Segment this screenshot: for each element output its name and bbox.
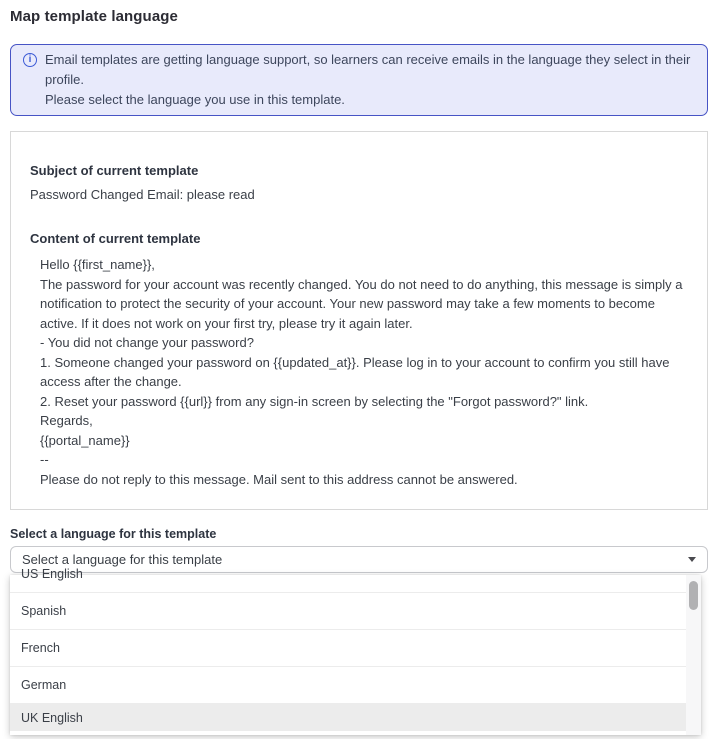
page-title: Map template language	[10, 8, 178, 25]
template-preview-box	[10, 131, 708, 510]
language-option-label: UK English	[21, 710, 83, 725]
subject-value: Password Changed Email: please read	[30, 187, 255, 202]
language-select[interactable]	[10, 546, 708, 573]
info-banner	[10, 44, 708, 116]
language-options	[10, 567, 686, 735]
language-option-next-partial	[10, 731, 686, 735]
subject-label: Subject of current template	[30, 163, 199, 178]
chevron-down-icon	[688, 557, 696, 562]
content-line: The password for your account was recently changed. You do not need to do anything, this message is simply a notification to protect the security of your account. Your new password may take a few moments to become active. If it does not work on your first try, please try it again later.	[40, 276, 683, 331]
language-option-spanish[interactable]	[10, 593, 686, 630]
language-option-german[interactable]	[10, 667, 686, 704]
content-line: --	[40, 452, 49, 467]
language-option-us-english[interactable]	[10, 567, 686, 593]
content-line: 1. Someone changed your password on {{updated_at}}. Please log in to your account to confirm you still have access after the change.	[40, 354, 670, 389]
language-option-label: German	[21, 678, 67, 692]
info-icon: i	[23, 53, 37, 67]
scrollbar[interactable]	[686, 575, 701, 735]
language-option-label: French	[21, 641, 60, 655]
scrollbar-thumb[interactable]	[689, 581, 698, 610]
language-select-label: Select a language for this template	[10, 527, 217, 541]
language-option-french[interactable]	[10, 630, 686, 667]
info-banner-line-2: Please select the language you use in this template.	[45, 92, 345, 107]
content-line: 2. Reset your password {{url}} from any sign-in screen by selecting the "Forgot password?" link.	[40, 393, 589, 409]
info-banner-text	[45, 50, 695, 110]
content-line: - You did not change your password?	[40, 335, 254, 350]
content-line: Regards,	[40, 413, 93, 428]
content-line: Please do not reply to this message. Mail sent to this address cannot be answered.	[40, 471, 518, 487]
language-select-value: Select a language for this template	[22, 552, 223, 567]
language-option-label: US English	[21, 567, 83, 581]
content-line: Hello {{first_name}},	[40, 257, 155, 272]
language-dropdown-list	[10, 567, 701, 735]
content-line: {{portal_name}}	[40, 432, 130, 448]
language-option-uk-english[interactable]	[10, 704, 686, 731]
language-option-label: Spanish	[21, 604, 67, 618]
template-content	[30, 255, 693, 489]
content-label: Content of current template	[30, 231, 201, 246]
info-banner-line-1: Email templates are getting language support, so learners can receive emails in the language they select in their profile.	[45, 52, 691, 87]
